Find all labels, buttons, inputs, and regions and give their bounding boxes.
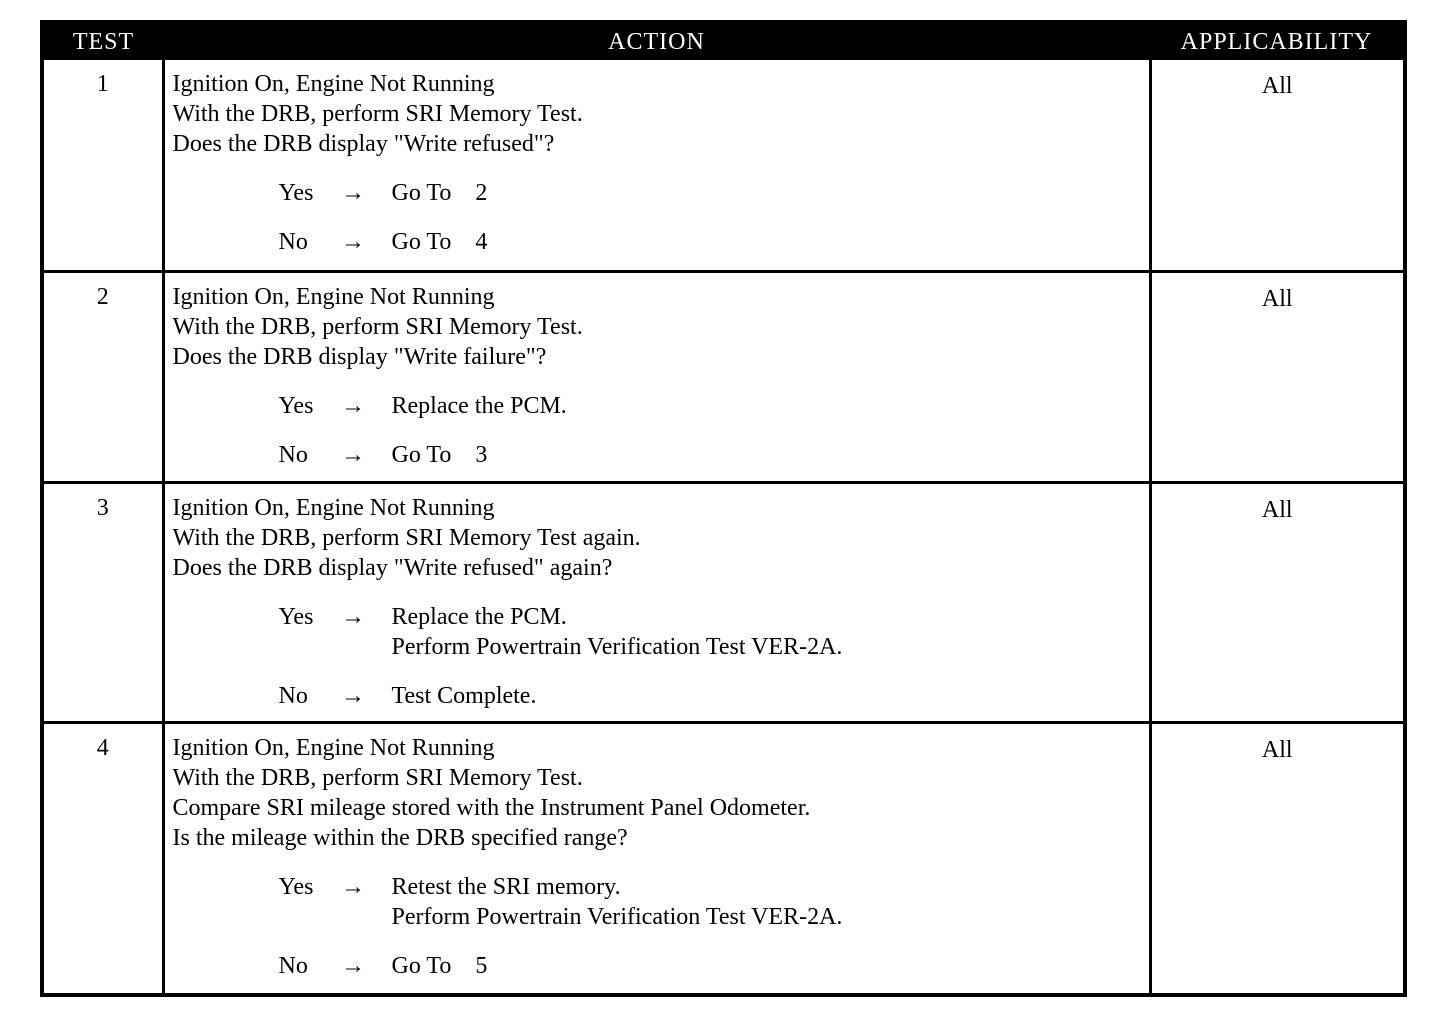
goto-label: Go To (391, 441, 452, 468)
action-line: With the DRB, perform SRI Memory Test again. (172, 524, 641, 551)
yes-result (378, 391, 567, 421)
yes-outcome (279, 178, 1141, 208)
yes-result (378, 602, 843, 662)
action-cell (163, 482, 1150, 722)
yes-label: Yes (278, 392, 314, 419)
action-line: Ignition On, Engine Not Running (172, 734, 495, 761)
action-line: Is the mileage within the DRB specified range? (172, 824, 628, 851)
goto-label: Go To (391, 180, 452, 206)
no-label: No (278, 682, 308, 709)
action-line: Does the DRB display "Write refused" again? (172, 554, 613, 581)
no-result (378, 227, 488, 257)
no-label: No (278, 229, 308, 255)
arrow-icon: → (341, 682, 365, 709)
no-outcome (279, 681, 1141, 711)
test-number: 4 (44, 722, 163, 993)
yes-label: Yes (278, 180, 314, 206)
arrow-icon: → (341, 441, 365, 468)
no-result (378, 681, 537, 711)
test-number: 2 (44, 271, 163, 482)
header-action: ACTION (163, 24, 1150, 60)
no-outcome (279, 440, 1141, 470)
result-line: Test Complete. (391, 682, 537, 709)
test-row-3 (44, 482, 1403, 722)
action-line: Does the DRB display "Write refused"? (172, 131, 555, 157)
diagnostic-table (44, 24, 1403, 993)
result-line: Retest the SRI memory. (391, 873, 621, 900)
yes-result (378, 178, 488, 208)
action-line: Does the DRB display "Write failure"? (172, 343, 547, 370)
goto-label: Go To (391, 952, 452, 979)
action-line: Ignition On, Engine Not Running (172, 494, 495, 521)
arrow-icon: → (341, 229, 365, 255)
arrow-icon: → (341, 873, 365, 900)
arrow-icon: → (341, 392, 365, 419)
yes-outcome (279, 602, 1141, 662)
result-line: Replace the PCM. (391, 603, 567, 630)
action-cell (163, 722, 1150, 993)
goto-target: 2 (475, 180, 488, 206)
arrow-icon: → (341, 952, 365, 979)
arrow-icon: → (341, 603, 365, 630)
test-number: 3 (44, 482, 163, 722)
no-label: No (278, 441, 308, 468)
test-row-4 (44, 722, 1403, 993)
goto-target: 5 (475, 952, 488, 979)
action-cell (163, 271, 1150, 482)
action-line: Ignition On, Engine Not Running (172, 283, 495, 310)
test-row-2 (44, 271, 1403, 482)
no-outcome (279, 227, 1141, 257)
yes-outcome (279, 391, 1141, 421)
goto-target: 3 (475, 441, 488, 468)
result-line: Replace the PCM. (391, 392, 567, 419)
header-test: TEST (44, 24, 163, 60)
applicability-cell: All (1261, 73, 1293, 99)
applicability-cell: All (1150, 482, 1403, 722)
applicability-cell: All (1150, 271, 1403, 482)
applicability-cell: All (1150, 722, 1403, 993)
goto-target: 4 (475, 229, 488, 255)
action-line: With the DRB, perform SRI Memory Test. (172, 101, 583, 127)
yes-label: Yes (278, 873, 314, 900)
action-cell (163, 60, 1150, 271)
test-number: 1 (44, 60, 163, 271)
no-result (378, 951, 488, 981)
header-applicability: APPLICABILITY (1150, 24, 1403, 60)
goto-label: Go To (391, 229, 452, 255)
diagnostic-table-frame (40, 20, 1407, 997)
action-line: Compare SRI mileage stored with the Instrument Panel Odometer. (172, 794, 811, 821)
header-row (44, 24, 1403, 60)
no-label: No (278, 952, 308, 979)
yes-result (378, 872, 843, 932)
yes-outcome (279, 872, 1141, 932)
yes-label: Yes (278, 603, 314, 630)
test-row-1 (44, 60, 1403, 271)
result-line: Perform Powertrain Verification Test VER-2A. (391, 633, 843, 660)
action-line: Ignition On, Engine Not Running (172, 71, 495, 97)
no-result (378, 440, 488, 470)
result-line: Perform Powertrain Verification Test VER-2A. (391, 903, 843, 930)
action-line: With the DRB, perform SRI Memory Test. (172, 764, 583, 791)
arrow-icon: → (341, 180, 365, 206)
no-outcome (279, 951, 1141, 981)
action-line: With the DRB, perform SRI Memory Test. (172, 313, 583, 340)
